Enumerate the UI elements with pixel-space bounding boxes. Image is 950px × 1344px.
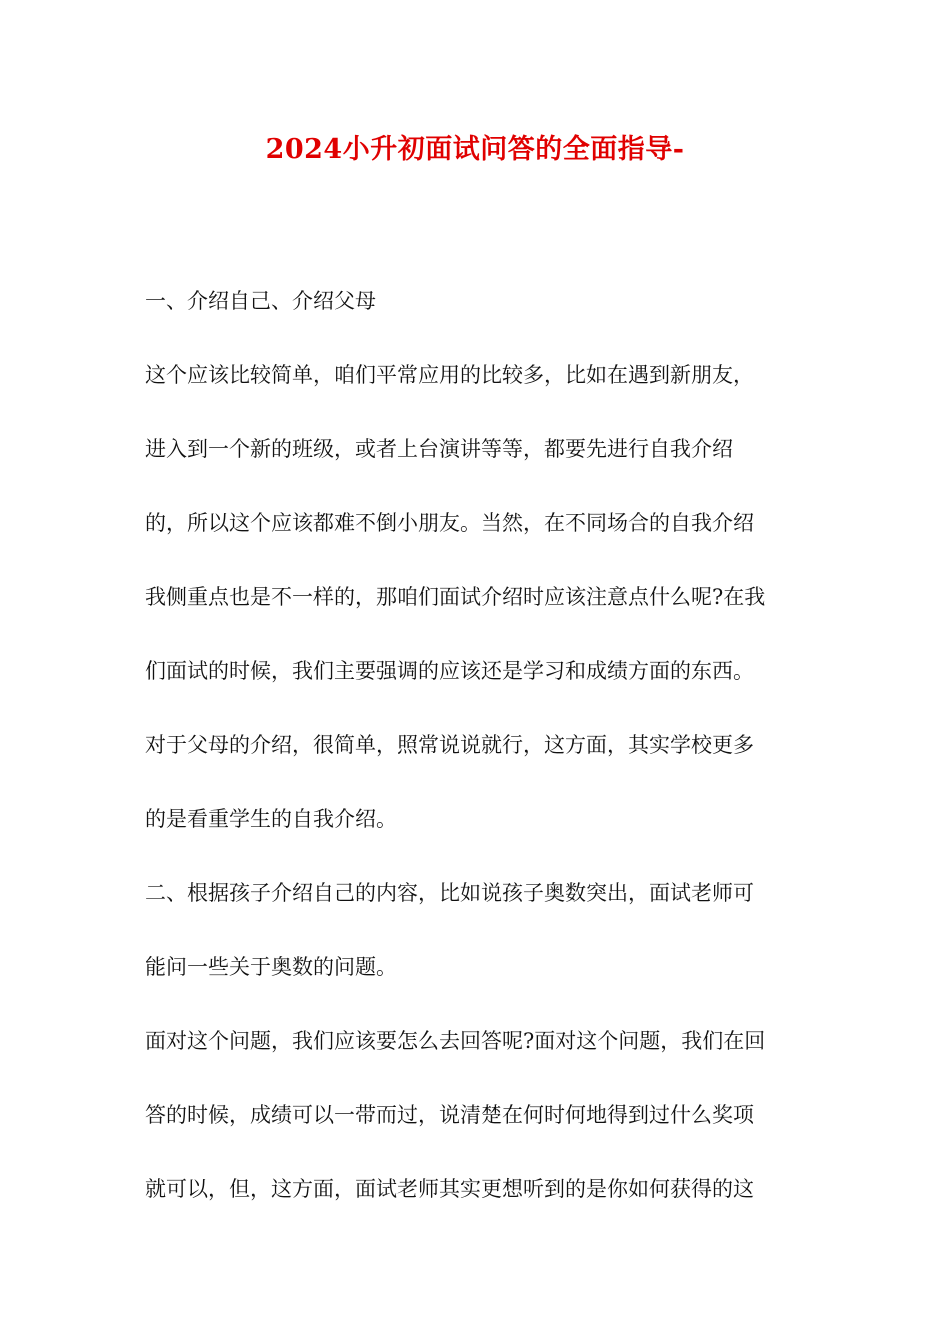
text-line: 进入到一个新的班级，或者上台演讲等等，都要先进行自我介绍 xyxy=(145,437,733,461)
text-line: 我侧重点也是不一样的，那咱们面试介绍时应该注意点什么呢?在我 xyxy=(145,585,766,609)
text-line: 面对这个问题，我们应该要怎么去回答呢?面对这个问题，我们在回 xyxy=(145,1029,766,1053)
document-title: 2024小升初面试问答的全面指导- xyxy=(265,134,685,165)
text-line: 们面试的时候，我们主要强调的应该还是学习和成绩方面的东西。 xyxy=(145,659,754,683)
text-line: 对于父母的介绍，很简单，照常说说就行，这方面，其实学校更多 xyxy=(145,733,754,757)
text-line: 二、根据孩子介绍自己的内容，比如说孩子奥数突出，面试老师可 xyxy=(145,881,754,905)
text-line: 能问一些关于奥数的问题。 xyxy=(145,955,397,979)
text-line: 就可以，但，这方面，面试老师其实更想听到的是你如何获得的这 xyxy=(145,1177,754,1201)
text-line: 答的时候，成绩可以一带而过，说清楚在何时何地得到过什么奖项 xyxy=(145,1103,754,1127)
text-line: 一、介绍自己、介绍父母 xyxy=(145,289,376,313)
text-line: 这个应该比较简单，咱们平常应用的比较多，比如在遇到新朋友， xyxy=(145,363,754,387)
text-line: 的是看重学生的自我介绍。 xyxy=(145,807,397,831)
document-body xyxy=(145,281,825,1243)
text-line: 的，所以这个应该都难不倒小朋友。当然，在不同场合的自我介绍 xyxy=(145,511,754,535)
